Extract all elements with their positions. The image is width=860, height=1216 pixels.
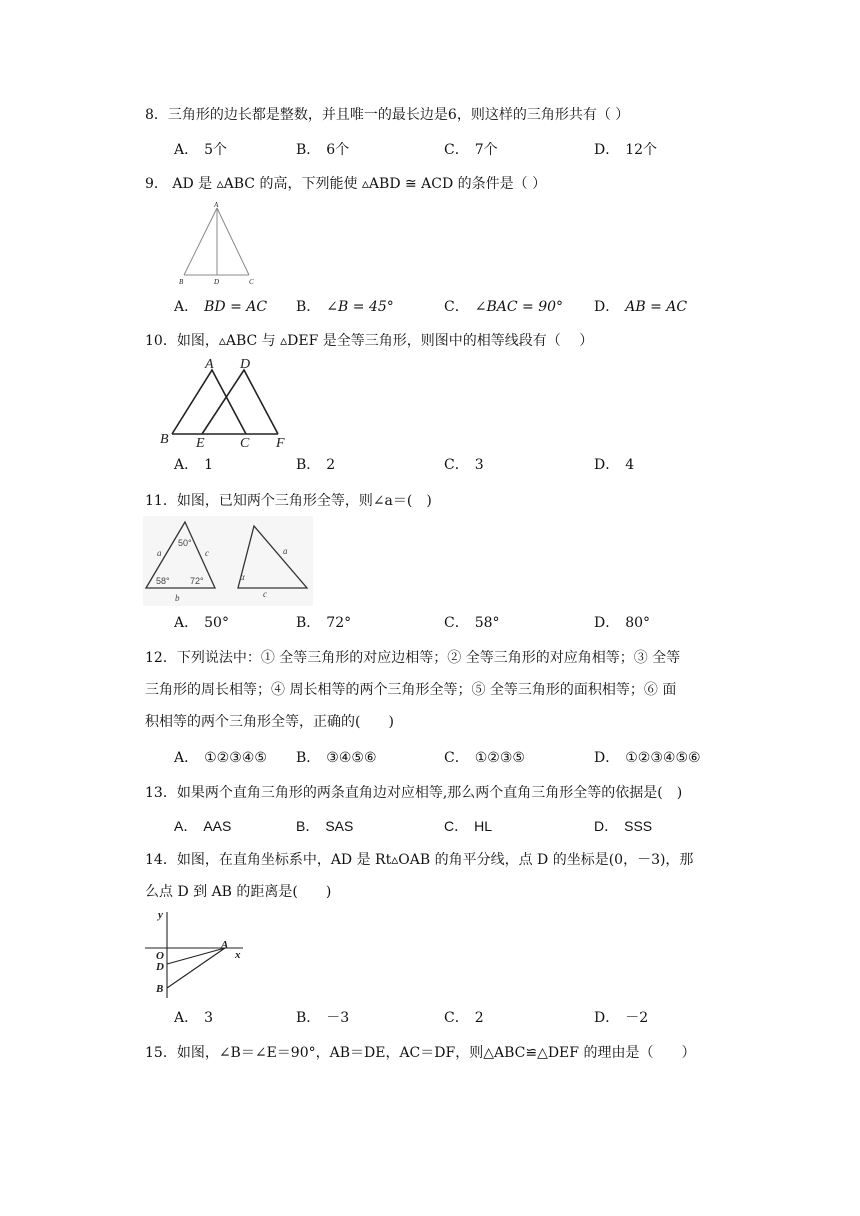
q13-option-a-text: AAS	[203, 818, 232, 834]
q15-stem: 15．如图，∠B＝∠E＝90°，AB＝DE，AC＝DF，则△ABC≌△DEF 的理由是（ ）	[145, 1045, 696, 1061]
q8-option-b-letter: B．	[296, 142, 321, 158]
q8-option-a[interactable]	[174, 140, 227, 160]
q10-label-f: F	[276, 436, 285, 450]
q9-option-b-letter: B．	[296, 299, 321, 315]
q12-option-b-text: ③④⑤⑥	[326, 750, 377, 766]
q14-label-d: D	[156, 961, 164, 973]
q12-option-d[interactable]	[594, 748, 701, 768]
q11-stem: 11．如图，已知两个三角形全等，则∠a＝( )	[145, 493, 432, 509]
q11-option-b[interactable]	[296, 613, 351, 633]
q12-option-c-letter: C．	[444, 750, 469, 766]
q9-option-c-text: ∠BAC = 90°	[474, 299, 564, 315]
q8-option-d-letter: D．	[594, 142, 620, 158]
q12-option-a[interactable]	[174, 748, 267, 768]
q12-line-2: 三角形的周长相等；④ 周长相等的两个三角形全等；⑤ 全等三角形的面积相等；⑥ 面	[145, 682, 677, 698]
q9-option-a-letter: A．	[174, 299, 199, 315]
q11-option-d[interactable]	[594, 613, 650, 633]
q10-label-e: E	[196, 436, 205, 450]
q14-stem	[145, 850, 720, 914]
q10-label-d: D	[240, 357, 251, 372]
q14-option-a-letter: A．	[174, 1010, 199, 1026]
q11-t2-side-a: a	[283, 546, 288, 556]
q11-angle-right: 72°	[190, 576, 204, 586]
q10-options	[174, 455, 734, 475]
q11-option-d-letter: D．	[594, 615, 620, 631]
q8-option-c-text: 7个	[474, 142, 498, 158]
q9-options	[174, 297, 734, 317]
q9-option-b-text: ∠B = 45°	[326, 299, 394, 315]
q10-option-a-text: 1	[204, 457, 214, 473]
q14-label-o: O	[156, 950, 164, 962]
q12-stem	[145, 648, 720, 744]
q13-option-c-text: HL	[474, 818, 493, 834]
q10-option-b[interactable]	[296, 455, 335, 475]
q11-angle-left: 58°	[156, 576, 170, 586]
q11-t2-side-c: c	[263, 589, 267, 599]
q10-option-a[interactable]	[174, 455, 213, 475]
q10-option-c-text: 3	[474, 457, 484, 473]
q12-option-d-letter: D．	[594, 750, 620, 766]
q8-option-a-letter: A．	[174, 142, 199, 158]
q13-options	[174, 816, 734, 836]
q14-option-a-text: 3	[204, 1010, 214, 1026]
q8-option-d-text: 12个	[625, 142, 658, 158]
q10-figure	[156, 354, 296, 450]
q12-options	[174, 748, 734, 768]
q10-option-c-letter: C．	[444, 457, 469, 473]
q13-option-b-letter: B．	[296, 818, 320, 834]
q14-figure	[143, 908, 253, 1000]
q14-option-d[interactable]	[594, 1008, 648, 1028]
q10-option-b-text: 2	[326, 457, 336, 473]
q10-option-d[interactable]	[594, 455, 634, 475]
q14-line-2: 么点 D 到 AB 的距离是( )	[145, 884, 332, 900]
q10-option-a-letter: A．	[174, 457, 199, 473]
q12-option-a-letter: A．	[174, 750, 199, 766]
q9-label-d: D	[214, 278, 220, 286]
q11-option-b-letter: B．	[296, 615, 321, 631]
q11-figure	[143, 516, 313, 606]
q14-label-x: x	[235, 949, 241, 961]
q9-option-d-text: AB = AC	[625, 299, 688, 315]
q9-option-d-letter: D．	[594, 299, 620, 315]
q11-option-c[interactable]	[444, 613, 500, 633]
q8-option-d[interactable]	[594, 140, 657, 160]
q14-option-c[interactable]	[444, 1008, 484, 1028]
q11-angle-top: 50°	[178, 538, 192, 548]
q9-label-a: A	[214, 201, 219, 209]
q11-option-a-letter: A．	[174, 615, 199, 631]
q14-option-a[interactable]	[174, 1008, 213, 1028]
q10-label-b: B	[160, 432, 169, 447]
q9-label-b: B	[179, 278, 184, 286]
q8-option-b-text: 6个	[326, 142, 350, 158]
q11-options	[174, 613, 734, 633]
q13-option-d[interactable]	[594, 816, 652, 836]
q10-stem: 10．如图，▵ABC 与 ▵DEF 是全等三角形，则图中的相等线段有（ ）	[145, 333, 594, 349]
q11-option-b-text: 72°	[326, 615, 352, 631]
q12-line-1: 12．下列说法中：① 全等三角形的对应边相等；② 全等三角形的对应角相等；③ 全等	[145, 650, 681, 666]
q10-label-c: C	[240, 436, 250, 450]
q13-option-b[interactable]	[296, 816, 353, 836]
q12-option-d-text: ①②③④⑤⑥	[625, 750, 701, 766]
q8-stem: 8．三角形的边长都是整数，并且唯一的最长边是6，则这样的三角形共有（ ）	[145, 107, 630, 123]
q10-option-d-letter: D．	[594, 457, 620, 473]
q12-option-c-text: ①②③⑤	[474, 750, 525, 766]
q12-option-b-letter: B．	[296, 750, 321, 766]
q9-option-d[interactable]	[594, 297, 687, 317]
q11-option-d-text: 80°	[625, 615, 651, 631]
q14-option-d-letter: D．	[594, 1010, 620, 1026]
q13-option-a-letter: A．	[174, 818, 198, 834]
q14-option-b[interactable]	[296, 1008, 349, 1028]
q14-option-b-text: －3	[326, 1010, 350, 1026]
q11-side-b: b	[175, 593, 180, 603]
q8-option-b[interactable]	[296, 140, 349, 160]
q13-option-d-text: SSS	[624, 818, 653, 834]
q11-option-a[interactable]	[174, 613, 229, 633]
q14-label-b: B	[156, 983, 164, 995]
q9-option-a[interactable]	[174, 297, 267, 317]
q9-option-b[interactable]	[296, 297, 394, 317]
q9-option-c-letter: C．	[444, 299, 469, 315]
q10-option-d-text: 4	[625, 457, 635, 473]
q11-option-c-letter: C．	[444, 615, 469, 631]
q13-option-c-letter: C．	[444, 818, 469, 834]
q9-stem: 9． AD 是 ▵ABC 的高，下列能使 ▵ABD ≅ ACD 的条件是（ ）	[145, 176, 547, 192]
q14-label-y: y	[158, 909, 163, 921]
q14-label-a: A	[221, 939, 229, 951]
q11-option-c-text: 58°	[474, 615, 500, 631]
q10-option-b-letter: B．	[296, 457, 321, 473]
q8-option-c[interactable]	[444, 140, 498, 160]
q14-options	[174, 1008, 734, 1028]
q14-option-b-letter: B．	[296, 1010, 321, 1026]
q11-side-c: c	[205, 548, 209, 558]
q14-option-c-text: 2	[474, 1010, 484, 1026]
q11-side-a: a	[157, 548, 162, 558]
q11-t2-alpha: α	[240, 572, 245, 582]
q9-option-a-text: BD = AC	[204, 299, 268, 315]
q13-option-b-text: SAS	[325, 818, 354, 834]
q8-options	[174, 140, 734, 160]
q9-option-c[interactable]	[444, 297, 563, 317]
q8-option-c-letter: C．	[444, 142, 469, 158]
q13-stem: 13．如果两个直角三角形的两条直角边对应相等,那么两个直角三角形全等的依据是( )	[145, 785, 683, 801]
q12-option-b[interactable]	[296, 748, 377, 768]
q10-label-a: A	[205, 357, 214, 372]
q12-option-a-text: ①②③④⑤	[204, 750, 267, 766]
q12-line-3: 积相等的两个三角形全等，正确的( )	[145, 714, 394, 730]
q9-figure	[176, 200, 266, 290]
q13-option-a[interactable]	[174, 816, 231, 836]
q12-option-c[interactable]	[444, 748, 525, 768]
q14-option-d-text: －2	[625, 1010, 649, 1026]
q9-label-c: C	[249, 278, 254, 286]
q13-option-c[interactable]	[444, 816, 492, 836]
q10-option-c[interactable]	[444, 455, 484, 475]
q14-option-c-letter: C．	[444, 1010, 469, 1026]
q8-option-a-text: 5个	[204, 142, 228, 158]
q11-option-a-text: 50°	[204, 615, 229, 631]
q13-option-d-letter: D．	[594, 818, 619, 834]
q14-line-1: 14．如图，在直角坐标系中，AD 是 Rt▵OAB 的角平分线，点 D 的坐标是(0，－3)，那	[145, 852, 694, 868]
